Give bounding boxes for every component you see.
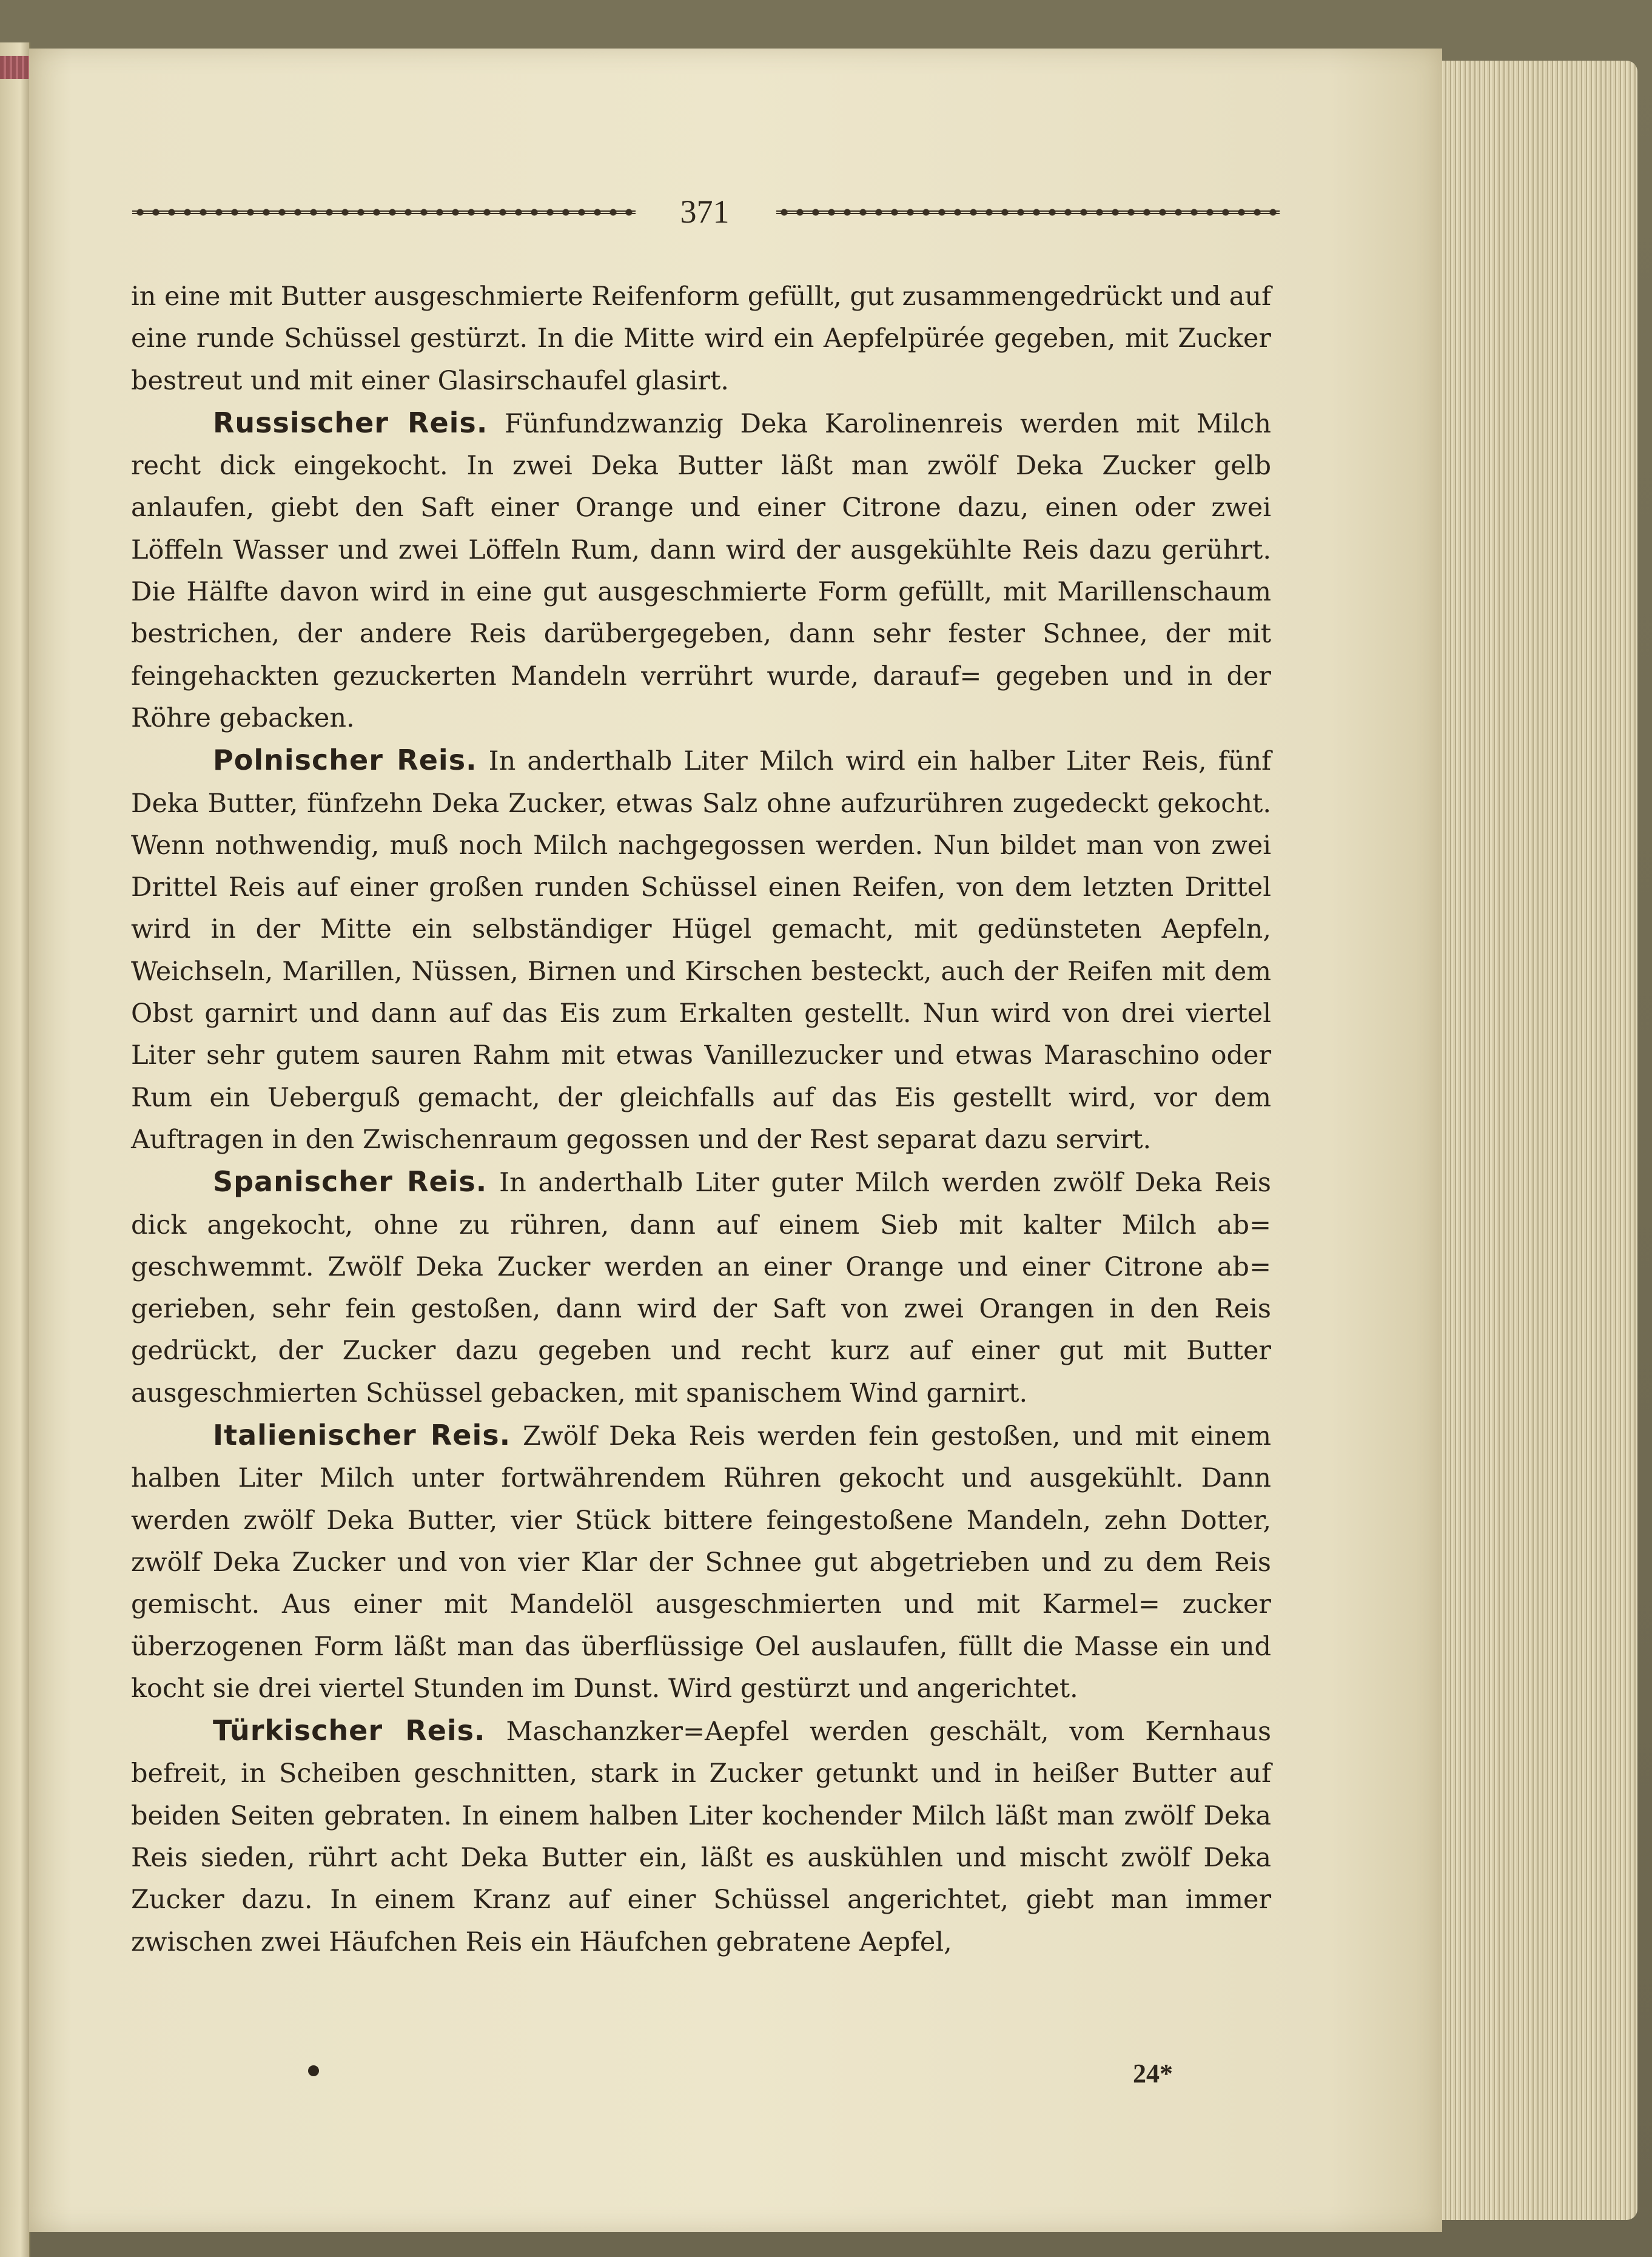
recipe-russischer-reis: [131, 402, 1271, 739]
recipe-title: Türkischer Reis.: [213, 1714, 486, 1747]
ornament-left: [132, 205, 636, 220]
recipe-text: Maschanzker=Aepfel werden geschält, vom Kernhaus befreit, in Scheiben geschnitten, stark in Zucker getunkt und in heißer Butter auf beiden Seiten gebraten. In einem halben Liter kochender Milch läßt man zwölf Deka Reis sieden, rührt acht Deka Butter ein, läßt es auskühlen und mischt zwölf Deka Zucker dazu. In einem Kranz auf einer Schüssel angerichtet, giebt man immer zwischen zwei Häufchen Reis ein Häufchen gebratene Aepfel,: [131, 1717, 1272, 1957]
paragraph-continuation: [131, 276, 1271, 402]
left-page-edge: [0, 42, 30, 2257]
recipe-text: In anderthalb Liter guter Milch werden zwölf Deka Reis dick angekocht, ohne zu rühren, dann auf einem Sieb mit kalter Milch ab= geschwemmt. Zwölf Deka Zucker werden an einer Orange und einer Citrone ab= gerieben, sehr fein gestoßen, dann wird der Saft von zwei Orangen in den Reis gedrückt, der Zucker dazu gegeben und recht kurz auf einer gut mit Butter ausgeschmierten Schüssel gebacken, mit spanischem Wind garnirt.: [131, 1168, 1271, 1408]
recipe-text: Zwölf Deka Reis werden fein gestoßen, und mit einem halben Liter Milch unter fortwährendem Rühren gekocht und ausgekühlt. Dann werden zwölf Deka Butter, vier Stück bittere feingestoßene Mandeln, zehn Dotter, zwölf Deka Zucker und von vier Klar der Schnee gut abgetrieben und zu dem Reis gemischt. Aus einer mit Mandelöl ausgeschmierten und mit Karmel= zucker überzogenen Form läßt man das überflüssige Oel auslaufen, füllt die Masse ein und kocht sie drei viertel Stunden im Dunst. Wird gestürzt und angerichtet.: [131, 1421, 1271, 1704]
page-header: [109, 193, 1280, 229]
page-number: 371: [680, 193, 730, 230]
recipe-title: Italienischer Reis.: [213, 1419, 511, 1452]
page-block-edges: [1419, 61, 1637, 2220]
sheet-signature: 24*: [1133, 2059, 1173, 2088]
recipe-title: Spanischer Reis.: [213, 1165, 488, 1199]
paragraph-text: in eine mit Butter ausgeschmierte Reifenform gefüllt, gut zusammengedrückt und auf eine runde Schüssel gestürzt. In die Mitte wird ein Aepfelpürée gegeben, mit Zucker bestreut und mit einer Glasirschaufel glasirt.: [131, 281, 1271, 396]
ornament-right: [776, 205, 1280, 220]
recipe-title: Russischer Reis.: [213, 406, 488, 439]
recipe-text: In anderthalb Liter Milch wird ein halber Liter Reis, fünf Deka Butter, fünfzehn Deka Zucker, etwas Salz ohne aufzurühren zugedeckt gekocht. Wenn nothwendig, muß noch Milch nachgegossen werden. Nun bildet man von zwei Drittel Reis auf einer großen runden Schüssel einen Reifen, von dem letzten Drittel wird in der Mitte ein selbständiger Hügel gemacht, mit gedünsteten Aepfeln, Weichseln, Marillen, Nüssen, Birnen und Kirschen besteckt, auch der Reifen mit dem Obst garnirt und dann auf das Eis zum Erkalten gestellt. Nun wird von drei viertel Liter sehr gutem sauren Rahm mit etwas Vanillezucker und etwas Maraschino oder Rum ein Ueberguß gemacht, der gleichfalls auf das Eis gestellt wird, vor dem Auftragen in den Zwischenraum gegossen und der Rest separat dazu servirt.: [131, 746, 1272, 1155]
recipe-spanischer-reis: [131, 1161, 1271, 1414]
recipe-italienischer-reis: [131, 1414, 1271, 1710]
body-text: [131, 276, 1271, 1963]
recipe-text: Fünfundzwanzig Deka Karolinenreis werden mit Milch recht dick eingekocht. In zwei Deka Butter läßt man zwölf Deka Zucker gelb anlaufen, giebt den Saft einer Orange und einer Citrone dazu, einen oder zwei Löffeln Wasser und zwei Löffeln Rum, dann wird der ausgekühlte Reis dazu gerührt. Die Hälfte davon wird in eine gut ausgeschmierte Form gefüllt, mit Marillenschaum bestrichen, der andere Reis darübergegeben, dann sehr fester Schnee, der mit feingehackten gezuckerten Mandeln verrührt wurde, darauf= gegeben und in der Röhre gebacken.: [131, 408, 1272, 733]
recipe-tuerkischer-reis: [131, 1710, 1271, 1963]
recipe-polnischer-reis: [131, 739, 1271, 1161]
recipe-title: Polnischer Reis.: [213, 744, 477, 777]
printer-mark-dot: [308, 2065, 319, 2076]
